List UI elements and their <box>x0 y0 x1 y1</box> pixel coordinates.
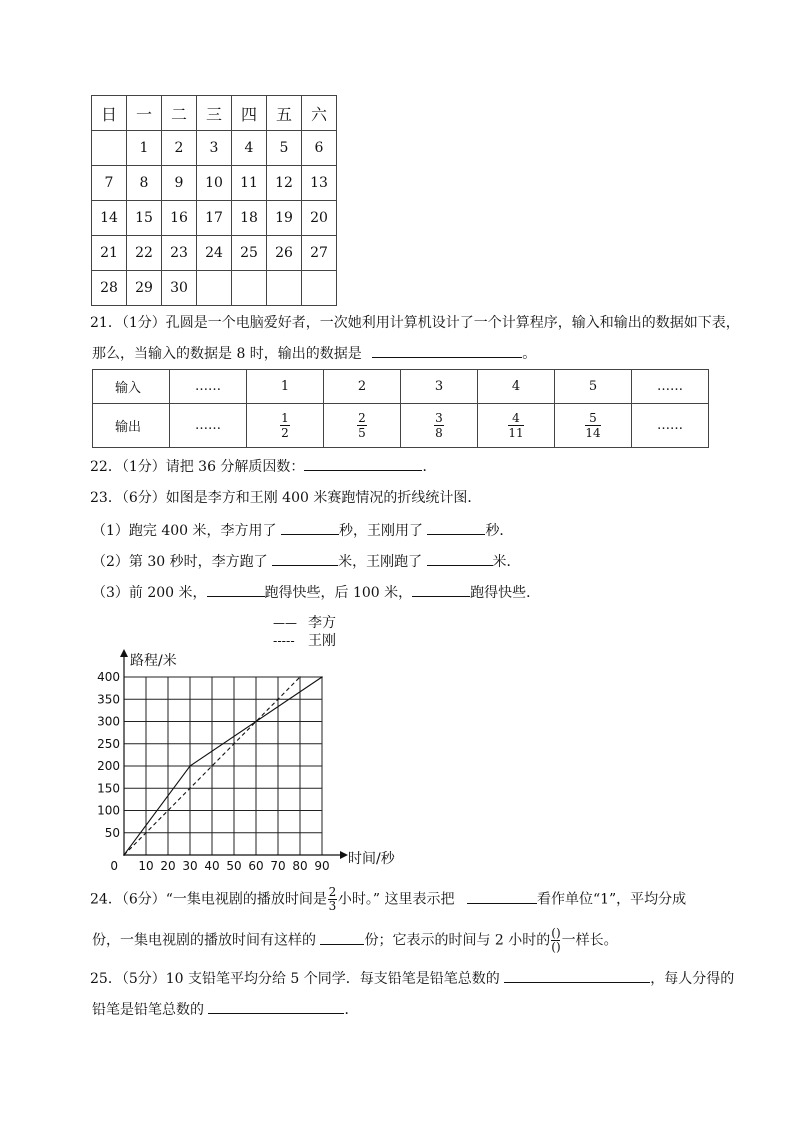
x-tick-label: 20 <box>160 859 176 873</box>
calendar-header-cell: 三 <box>197 96 232 131</box>
x-tick-label: 70 <box>270 859 286 873</box>
fraction-numerator: 5 <box>589 411 597 425</box>
q25-a: 25．（5分）10 支铅笔平均分给 5 个同学．每支铅笔是铅笔总数的 <box>90 971 500 987</box>
calendar-row <box>92 166 337 201</box>
output-cell <box>478 404 555 448</box>
calendar-day-cell: 6 <box>302 131 337 166</box>
y-tick-label: 50 <box>104 825 120 840</box>
q21-line2-end: 。 <box>522 346 537 362</box>
calendar-day-cell: 1 <box>127 131 162 166</box>
calendar-header-cell: 一 <box>127 96 162 131</box>
q23-part2 <box>92 551 521 572</box>
q24-blank-den: () <box>551 940 561 954</box>
q24-blank2[interactable] <box>320 930 364 945</box>
output-cell <box>555 404 632 448</box>
calendar-day-cell: 4 <box>232 131 267 166</box>
q23-p3-blank2[interactable] <box>412 582 470 597</box>
q23-p1-blank1[interactable] <box>281 520 339 535</box>
calendar-day-cell: 26 <box>267 236 302 271</box>
calendar-day-cell: 13 <box>302 166 337 201</box>
race-line-chart <box>80 605 420 875</box>
input-ellipsis-left: …… <box>170 370 247 404</box>
calendar-day-cell: 19 <box>267 201 302 236</box>
y-tick-label: 200 <box>97 759 120 773</box>
calendar-table <box>91 95 337 306</box>
q24-b: 小时。” 这里表示把 <box>337 891 455 908</box>
q25-blank2[interactable] <box>208 999 344 1014</box>
output-cell <box>324 404 401 448</box>
calendar-day-cell: 17 <box>197 201 232 236</box>
y-tick-label: 350 <box>97 692 120 707</box>
series-point <box>189 765 191 767</box>
q22-end: ． <box>422 459 437 475</box>
output-ellipsis-left: …… <box>170 404 247 448</box>
calendar-day-cell: 11 <box>232 166 267 201</box>
y-axis-label: 路程/米 <box>130 653 177 669</box>
q24-a: 24．（6分）“一集电视剧的播放时间是 <box>90 891 327 908</box>
calendar-day-cell: 16 <box>162 201 197 236</box>
calendar-day-cell: 20 <box>302 201 337 236</box>
x-axis-arrow-icon <box>340 851 348 859</box>
q24-blank1[interactable] <box>467 889 537 904</box>
q23-p1-c: 秒． <box>485 523 514 539</box>
output-cell <box>247 404 324 448</box>
output-fraction <box>280 411 290 440</box>
output-ellipsis-right: …… <box>632 404 709 448</box>
y-tick-label: 100 <box>97 803 120 818</box>
calendar-day-cell: 10 <box>197 166 232 201</box>
calendar-row <box>92 271 337 306</box>
output-cell <box>401 404 478 448</box>
fraction-denominator: 5 <box>358 426 366 440</box>
calendar-day-cell: 12 <box>267 166 302 201</box>
calendar-day-cell <box>197 271 232 306</box>
calendar-header-cell: 二 <box>162 96 197 131</box>
calendar-day-cell <box>92 131 127 166</box>
input-cell: 2 <box>324 370 401 404</box>
q24-e: 份；它表示的时间与 2 小时的 <box>364 932 551 949</box>
q23-p2-c: 米． <box>492 554 521 570</box>
q24-fraction <box>328 886 337 913</box>
q25-d: ． <box>344 1002 359 1018</box>
legend-symbol: —— <box>273 616 297 630</box>
fraction-denominator: 14 <box>585 426 601 440</box>
calendar-day-cell: 3 <box>197 131 232 166</box>
calendar-day-cell: 18 <box>232 201 267 236</box>
q23-part1 <box>92 520 513 541</box>
legend-label: 李方 <box>308 615 336 631</box>
output-fraction <box>357 411 367 440</box>
y-axis-arrow-icon <box>120 649 128 657</box>
calendar-header-cell: 五 <box>267 96 302 131</box>
calendar-day-cell: 24 <box>197 236 232 271</box>
q23-p2-blank2[interactable] <box>427 551 493 566</box>
input-cell: 4 <box>478 370 555 404</box>
calendar-day-cell: 14 <box>92 201 127 236</box>
output-label: 输出 <box>93 404 170 448</box>
calendar-day-cell: 15 <box>127 201 162 236</box>
q22-text: 22．（1分）请把 36 分解质因数： <box>90 459 305 475</box>
q25-line1 <box>90 968 734 989</box>
fraction-numerator: 3 <box>435 411 443 425</box>
x-tick-label: 90 <box>314 859 330 873</box>
fraction-numerator: 1 <box>281 411 289 425</box>
calendar-day-cell: 30 <box>162 271 197 306</box>
calendar-day-cell: 9 <box>162 166 197 201</box>
q25-c: 铅笔是铅笔总数的 <box>92 1002 204 1018</box>
q23-p3-b: 跑得快些，后 100 米， <box>264 585 413 601</box>
output-fraction <box>434 411 444 440</box>
fraction-denominator: 8 <box>435 426 443 440</box>
input-output-table <box>92 369 709 448</box>
q21-answer-blank[interactable] <box>372 343 522 358</box>
x-tick-label: 30 <box>182 859 198 873</box>
fraction-numerator: 4 <box>512 411 520 425</box>
q23-p3-c: 跑得快些． <box>470 585 541 601</box>
output-fraction <box>508 411 523 440</box>
series-point <box>299 676 301 678</box>
q21-line2 <box>92 343 536 364</box>
q22-line <box>90 456 436 477</box>
y-tick-label: 150 <box>97 781 120 796</box>
calendar-header-cell: 日 <box>92 96 127 131</box>
input-ellipsis-right: …… <box>632 370 709 404</box>
q23-p3-blank1[interactable] <box>207 582 265 597</box>
x-tick-label: 80 <box>292 859 308 873</box>
calendar-day-cell: 21 <box>92 236 127 271</box>
q23-p2-blank1[interactable] <box>272 551 338 566</box>
legend-label: 王刚 <box>308 633 336 649</box>
calendar-row <box>92 201 337 236</box>
calendar-header-cell: 四 <box>232 96 267 131</box>
y-tick-label: 250 <box>97 736 120 751</box>
x-tick-label: 0 <box>110 859 118 873</box>
q24-f: 一样长。 <box>561 932 618 949</box>
q24-c: 看作单位“1”，平均分成 <box>536 891 687 908</box>
calendar-row <box>92 236 337 271</box>
q21-line2-text: 那么，当输入的数据是 8 时，输出的数据是 <box>92 346 362 362</box>
output-fraction <box>585 411 600 440</box>
x-tick-label: 10 <box>138 859 154 873</box>
q24-blank-num: () <box>551 926 561 940</box>
x-tick-label: 60 <box>248 859 264 873</box>
calendar-row <box>92 131 337 166</box>
input-cell: 1 <box>247 370 324 404</box>
input-cell: 3 <box>401 370 478 404</box>
calendar-day-cell: 23 <box>162 236 197 271</box>
legend-symbol: ----- <box>273 634 295 648</box>
calendar-day-cell: 22 <box>127 236 162 271</box>
q23-part3 <box>92 582 540 603</box>
fraction-numerator: 2 <box>358 411 366 425</box>
x-tick-label: 40 <box>204 859 220 873</box>
fraction-denominator: 11 <box>508 426 524 440</box>
q23-p1-a: （1）跑完 400 米，李方用了 <box>92 523 277 539</box>
q23-p1-b: 秒，王刚用了 <box>338 523 423 539</box>
calendar-day-cell: 29 <box>127 271 162 306</box>
q25-line2 <box>92 999 358 1020</box>
calendar-day-cell <box>267 271 302 306</box>
q24-line1 <box>90 886 686 913</box>
calendar-day-cell: 8 <box>127 166 162 201</box>
calendar-day-cell: 5 <box>267 131 302 166</box>
q25-blank1[interactable] <box>504 968 650 983</box>
calendar-day-cell <box>232 271 267 306</box>
fraction-denominator: 2 <box>281 426 289 440</box>
calendar-day-cell: 25 <box>232 236 267 271</box>
input-cell: 5 <box>555 370 632 404</box>
calendar-day-cell: 28 <box>92 271 127 306</box>
q23-p3-a: （3）前 200 米， <box>92 585 207 601</box>
input-label: 输入 <box>93 370 170 404</box>
y-tick-label: 400 <box>97 670 120 684</box>
q24-line2 <box>92 927 618 954</box>
q23-p2-b: 米，王刚跑了 <box>338 554 423 570</box>
q22-answer-blank[interactable] <box>304 456 422 471</box>
q24-d: 份，一集电视剧的播放时间有这样的 <box>92 932 316 949</box>
calendar-header-cell: 六 <box>302 96 337 131</box>
q23-p2-a: （2）第 30 秒时，李方跑了 <box>92 554 268 570</box>
q24-frac-den: 3 <box>328 899 337 913</box>
calendar-day-cell: 7 <box>92 166 127 201</box>
q23-title: 23．（6分）如图是李方和王刚 400 米赛跑情况的折线统计图． <box>90 490 482 506</box>
q21-line1: 21．（1分）孔圆是一个电脑爱好者，一次她利用计算机设计了一个计算程序，输入和输出的数据如下表， <box>90 315 740 331</box>
series-point <box>123 854 125 856</box>
q23-p1-blank2[interactable] <box>427 520 485 535</box>
calendar-day-cell: 27 <box>302 236 337 271</box>
calendar-day-cell: 2 <box>162 131 197 166</box>
x-axis-label: 时间/秒 <box>348 851 395 867</box>
y-tick-label: 300 <box>97 714 120 729</box>
calendar-day-cell <box>302 271 337 306</box>
x-tick-label: 50 <box>226 859 242 873</box>
q24-blank-fraction[interactable] <box>551 927 560 954</box>
series-point <box>321 676 323 678</box>
q25-b: ，每人分得的 <box>650 971 735 987</box>
q24-frac-num: 2 <box>328 885 337 899</box>
